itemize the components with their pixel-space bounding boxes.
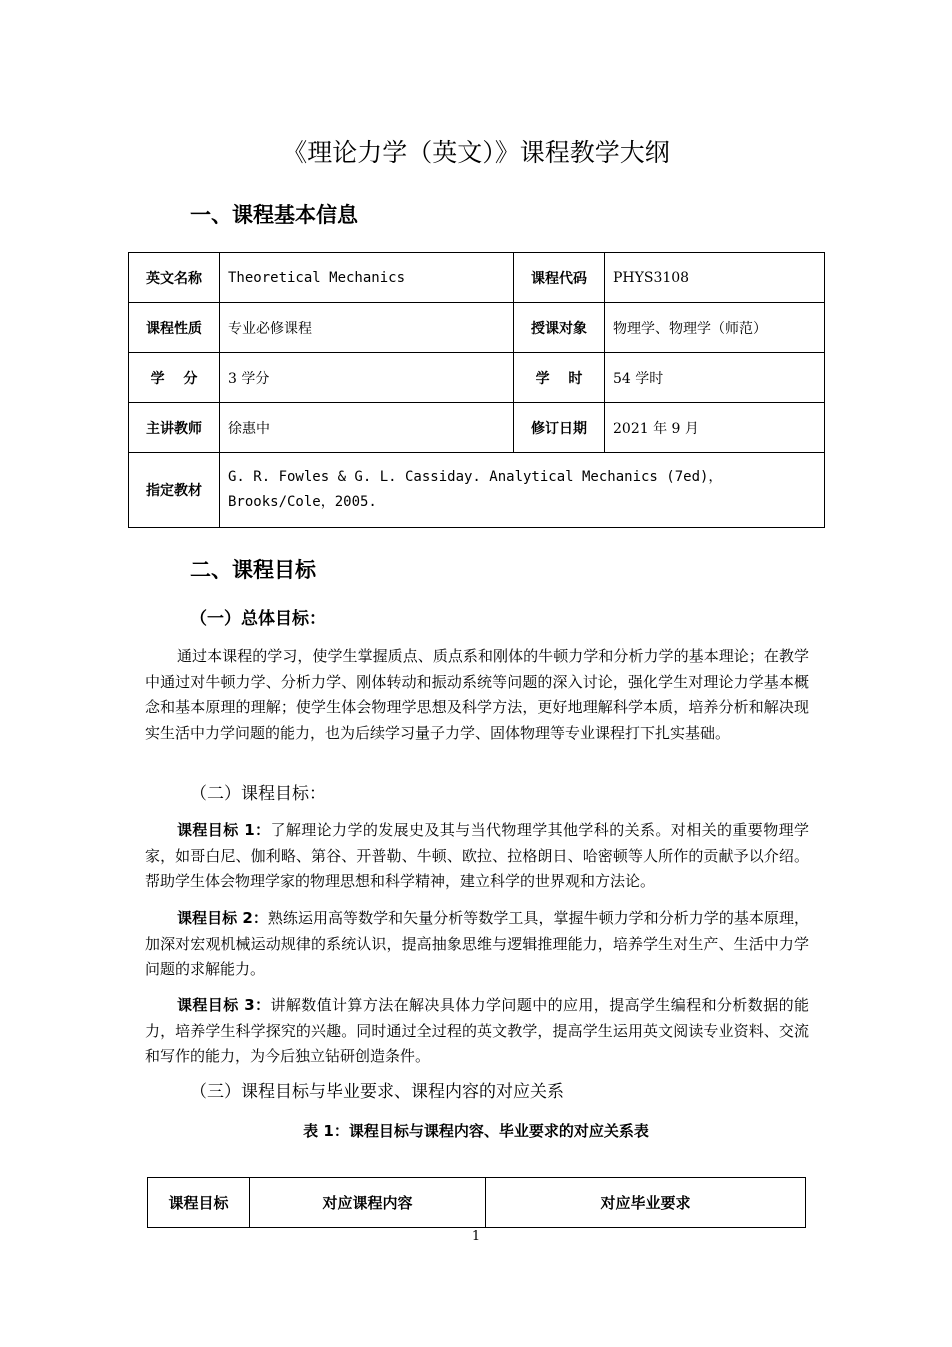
table-row xyxy=(129,253,825,303)
mapping-table xyxy=(147,1177,806,1228)
revision-date-value: 2021 年 9 月 xyxy=(605,403,825,453)
hours-value: 54 学时 xyxy=(605,353,825,403)
course-info-table xyxy=(128,252,825,528)
section-heading-course-goals: 二、课程目标 xyxy=(190,558,316,582)
table-row xyxy=(129,453,825,528)
subheading-course-goals: （二）课程目标： xyxy=(190,784,326,804)
credits-label: 学 分 xyxy=(129,353,220,403)
goal-3-label: 课程目标 3： xyxy=(177,996,271,1014)
course-nature-label: 课程性质 xyxy=(129,303,220,353)
goal-paragraph-2 xyxy=(145,906,809,983)
subheading-mapping: （三）课程目标与毕业要求、课程内容的对应关系 xyxy=(190,1082,564,1102)
header-course-goal: 课程目标 xyxy=(148,1178,250,1228)
header-course-content: 对应课程内容 xyxy=(250,1178,486,1228)
goal-paragraph-3 xyxy=(145,993,809,1070)
credits-value: 3 学分 xyxy=(220,353,514,403)
page-title: 《理论力学（英文）》课程教学大纲 xyxy=(282,138,670,167)
revision-date-label: 修订日期 xyxy=(514,403,605,453)
textbook-label: 指定教材 xyxy=(129,453,220,528)
table-header-row xyxy=(148,1178,806,1228)
table-row xyxy=(129,303,825,353)
course-code-value: PHYS3108 xyxy=(605,253,825,303)
english-name-label: 英文名称 xyxy=(129,253,220,303)
table-row xyxy=(129,353,825,403)
instructor-value: 徐惠中 xyxy=(220,403,514,453)
course-code-label: 课程代码 xyxy=(514,253,605,303)
goal-1-text: 了解理论力学的发展史及其与当代物理学其他学科的关系。对相关的重要物理学家，如哥白尼、伽利略、第谷、开普勒、牛顿、欧拉、拉格朗日、哈密顿等人所作的贡献予以介绍。帮助学生体会物理学家的物理思想和科学精神，建立科学的世界观和方法论。 xyxy=(145,821,809,890)
header-graduation-requirement: 对应毕业要求 xyxy=(486,1178,806,1228)
audience-label: 授课对象 xyxy=(514,303,605,353)
hours-label: 学 时 xyxy=(514,353,605,403)
goal-paragraph-1 xyxy=(145,818,809,895)
english-name-value: Theoretical Mechanics xyxy=(220,253,514,303)
page-number: 1 xyxy=(471,1229,481,1244)
audience-value: 物理学、物理学（师范） xyxy=(605,303,825,353)
goal-1-label: 课程目标 1： xyxy=(177,821,271,839)
table-caption: 表 1：课程目标与课程内容、毕业要求的对应关系表 xyxy=(303,1122,649,1140)
textbook-value: G. R. Fowles & G. L. Cassiday. Analytical Mechanics (7ed)，Brooks/Cole，2005. xyxy=(220,453,825,528)
table-row xyxy=(129,403,825,453)
instructor-label: 主讲教师 xyxy=(129,403,220,453)
subheading-overall-goal: （一）总体目标： xyxy=(190,609,326,629)
course-nature-value: 专业必修课程 xyxy=(220,303,514,353)
section-heading-basic-info: 一、课程基本信息 xyxy=(190,203,358,227)
goal-2-label: 课程目标 2： xyxy=(177,909,268,927)
goal-2-text: 熟练运用高等数学和矢量分析等数学工具，掌握牛顿力学和分析力学的基本原理，加深对宏观机械运动规律的系统认识，提高抽象思维与逻辑推理能力，培养学生对生产、生活中力学问题的求解能力。 xyxy=(145,909,809,978)
goal-3-text: 讲解数值计算方法在解决具体力学问题中的应用，提高学生编程和分析数据的能力，培养学生科学探究的兴趣。同时通过全过程的英文教学，提高学生运用英文阅读专业资料、交流和写作的能力，为今后独立钻研创造条件。 xyxy=(145,996,809,1065)
overall-goal-paragraph: 通过本课程的学习，使学生掌握质点、质点系和刚体的牛顿力学和分析力学的基本理论；在教学中通过对牛顿力学、分析力学、刚体转动和振动系统等问题的深入讨论，强化学生对理论力学基本概念和基本原理的理解；使学生体会物理学思想及科学方法，更好地理解科学本质，培养分析和解决现实生活中力学问题的能力，也为后续学习量子力学、固体物理等专业课程打下扎实基础。 xyxy=(145,647,809,742)
